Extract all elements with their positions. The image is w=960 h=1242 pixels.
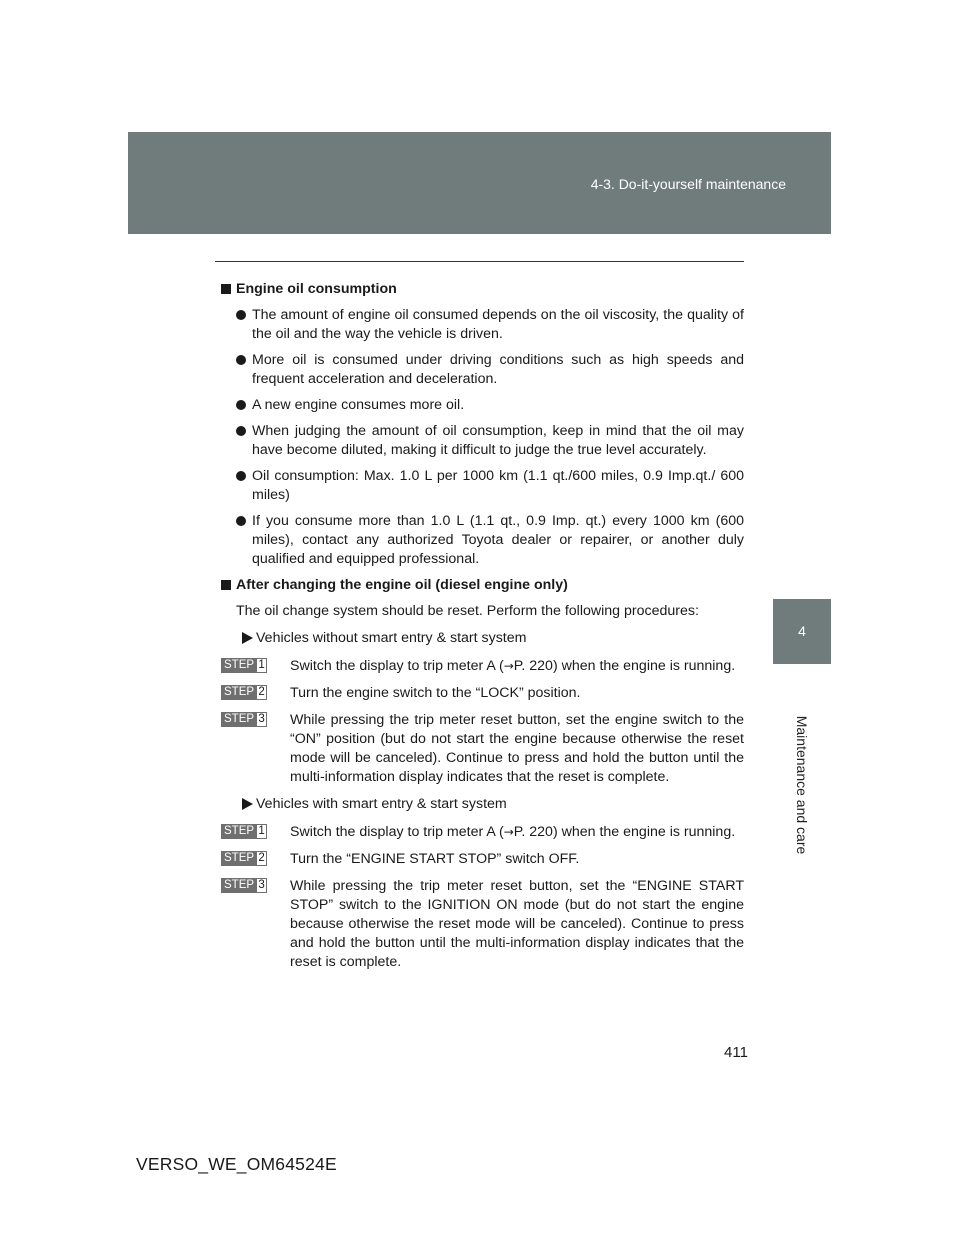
chapter-header — [128, 132, 831, 234]
procedure-step: STEP 3 While pressing the trip meter reset button, set the engine switch to the “ON” position (but do not start the engine because otherwise the reset mode will be canceled). Continue to press and hold the button until the multi-information display indicates that the reset is complete. — [221, 711, 744, 787]
bullet-item: A new engine consumes more oil. — [236, 396, 744, 415]
section-title: 4-3. Do-it-yourself maintenance — [590, 176, 786, 192]
procedure-step: STEP 1 Switch the display to trip meter A (→P. 220) when the engine is running. — [221, 657, 744, 676]
step-badge: STEP 2 — [221, 851, 267, 866]
step-badge: STEP 2 — [221, 685, 267, 700]
right-arrow-icon: → — [503, 825, 514, 839]
bullet-dot-icon — [236, 310, 246, 320]
page-content — [221, 280, 744, 980]
procedure-step: STEP 2 Turn the “ENGINE START STOP” switch OFF. — [221, 850, 744, 869]
intro-paragraph: The oil change system should be reset. Perform the following procedures: — [236, 603, 699, 619]
page-number: 411 — [724, 1044, 748, 1061]
bullet-item: Oil consumption: Max. 1.0 L per 1000 km (1.1 qt./600 miles, 0.9 Imp.qt./ 600 miles) — [236, 467, 744, 505]
right-arrow-icon: → — [503, 659, 514, 673]
procedure-step: STEP 2 Turn the engine switch to the “LOCK” position. — [221, 684, 744, 703]
step-badge: STEP 3 — [221, 878, 267, 893]
triangle-pointer-icon — [242, 632, 253, 644]
step-badge: STEP 3 — [221, 712, 267, 727]
bullet-dot-icon — [236, 516, 246, 526]
bullet-dot-icon — [236, 426, 246, 436]
bullet-item: When judging the amount of oil consumption, keep in mind that the oil may have become diluted, making it difficult to judge the true level accurately. — [236, 422, 744, 460]
bullet-dot-icon — [236, 355, 246, 365]
chapter-tab-label-text: Maintenance and care — [794, 715, 810, 855]
chapter-tab-label — [773, 664, 831, 906]
bullet-item: More oil is consumed under driving conditions such as high speeds and frequent acceleration and deceleration. — [236, 351, 744, 389]
square-bullet-icon — [221, 580, 231, 590]
bullet-item: If you consume more than 1.0 L (1.1 qt., 0.9 Imp. qt.) every 1000 km (600 miles), contact any authorized Toyota dealer or repairer, or another duly qualified and equipped professional. — [236, 512, 744, 569]
bullet-dot-icon — [236, 471, 246, 481]
section-heading-oil-consumption: Engine oil consumption — [221, 280, 744, 299]
procedure-step: STEP 3 While pressing the trip meter reset button, set the “ENGINE START STOP” switch to the IGNITION ON mode (but do not start the engine because otherwise the reset mode will be canceled). Continue to press and hold the button until the multi-information display indicates that the reset is complete. — [221, 877, 744, 972]
bullet-dot-icon — [236, 400, 246, 410]
triangle-pointer-icon — [242, 798, 253, 810]
procedure-step: STEP 1 Switch the display to trip meter A (→P. 220) when the engine is running. — [221, 823, 744, 842]
step-badge: STEP 1 — [221, 824, 267, 839]
square-bullet-icon — [221, 284, 231, 294]
vehicle-variant-label: Vehicles without smart entry & start system — [242, 629, 744, 648]
vehicle-variant-label: Vehicles with smart entry & start system — [242, 795, 744, 814]
section-heading-after-change: After changing the engine oil (diesel engine only) — [221, 576, 744, 595]
step-badge: STEP 1 — [221, 658, 267, 673]
header-rule — [215, 261, 744, 262]
bullet-item: The amount of engine oil consumed depends on the oil viscosity, the quality of the oil and the way the vehicle is driven. — [236, 306, 744, 344]
document-code: VERSO_WE_OM64524E — [136, 1154, 337, 1174]
chapter-tab-number: 4 — [773, 599, 831, 664]
